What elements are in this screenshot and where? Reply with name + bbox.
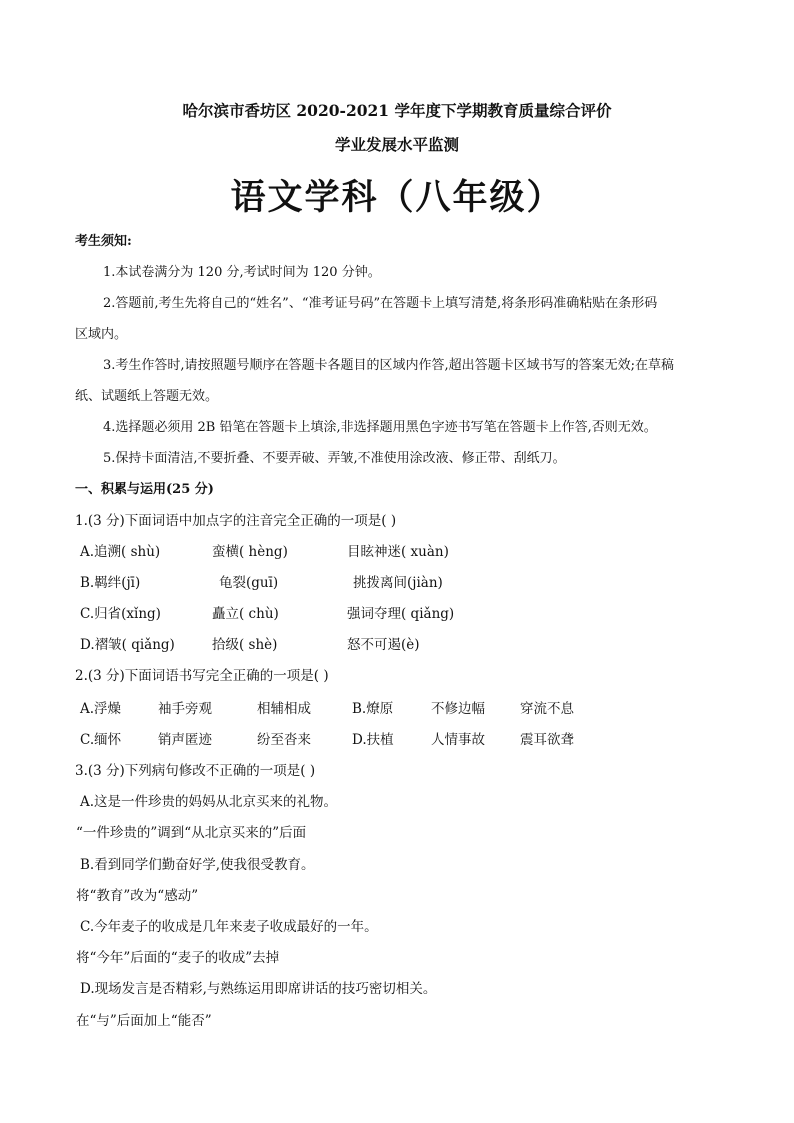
option-c-word3: 强词夺理( qiǎng) xyxy=(347,606,455,622)
option-d: D.褶皱( qiǎng) xyxy=(80,637,175,653)
notice-item: 纸、试题纸上答题无效。 xyxy=(75,389,219,404)
option-b-word2: 龟裂(guī) xyxy=(219,575,279,591)
option-c: C.今年麦子的收成是几年来麦子收成最好的一年。 xyxy=(80,919,378,935)
option-a: A.浮燥 xyxy=(80,701,122,717)
option-b: B.看到同学们勤奋好学,使我很受教育。 xyxy=(80,857,315,873)
notice-item: 区域内。 xyxy=(75,327,128,342)
section-heading: 一、积累与运用(25 分) xyxy=(75,482,214,497)
question-stem: 1.(3 分)下面词语中加点字的注音完全正确的一项是( ) xyxy=(75,513,397,529)
option-b-fix: 将“教育”改为“感动” xyxy=(76,888,199,904)
exam-header-line2: 学业发展水平监测 xyxy=(334,135,459,154)
option-d-fix: 在“与”后面加上“能否” xyxy=(76,1013,212,1029)
option-word: 人情事故 xyxy=(431,732,485,748)
option-c-fix: 将“今年”后面的“麦子的收成”去掉 xyxy=(76,950,280,966)
notice-item: 3.考生作答时,请按照题号顺序在答题卡各题目的区域内作答,超出答题卡区域书写的答案无效;在草稿 xyxy=(103,358,675,373)
option-a: A.追溯( shù) xyxy=(80,544,161,560)
option-a-fix: “一件珍贵的”调到“从北京买来的”后面 xyxy=(76,825,307,841)
option-c-word2: 矗立( chù) xyxy=(212,606,279,622)
option-word: 纷至沓来 xyxy=(257,732,311,748)
option-b: B.羁绊(jī) xyxy=(80,575,141,591)
notice-item: 4.选择题必须用 2B 铅笔在答题卡上填涂,非选择题用黑色字迹书写笔在答题卡上作答,否则无效。 xyxy=(103,420,657,435)
option-d-word2: 拾级( shè) xyxy=(212,637,278,653)
option-d-word3: 怒不可遏(è) xyxy=(347,637,420,653)
option-b-word3: 挑拨离间(jiàn) xyxy=(353,575,443,591)
page-title: 语文学科（八年级） xyxy=(230,177,564,218)
option-a-word2: 蛮横( hèng) xyxy=(212,544,288,560)
option-c: C.缅怀 xyxy=(80,732,122,748)
notice-heading: 考生须知: xyxy=(75,234,132,249)
option-word: 穿流不息 xyxy=(520,701,574,717)
option-b: B.燎原 xyxy=(352,701,394,717)
option-word: 相辅相成 xyxy=(257,701,311,717)
option-c: C.归省(xǐng) xyxy=(80,606,161,622)
option-word: 震耳欲聋 xyxy=(520,732,574,748)
option-word: 销声匿迹 xyxy=(158,732,212,748)
option-a-word3: 目眩神迷( xuàn) xyxy=(347,544,449,560)
notice-item: 1.本试卷满分为 120 分,考试时间为 120 分钟。 xyxy=(103,265,381,280)
option-a: A.这是一件珍贵的妈妈从北京买来的礼物。 xyxy=(80,794,338,810)
question-stem: 2.(3 分)下面词语书写完全正确的一项是( ) xyxy=(75,668,329,684)
option-d: D.扶植 xyxy=(352,732,394,748)
notice-item: 2.答题前,考生先将自己的“姓名”、“准考证号码”在答题卡上填写清楚,将条形码准确粘贴在条形码 xyxy=(103,296,658,311)
option-d: D.现场发言是否精彩,与熟练运用即席讲话的技巧密切相关。 xyxy=(80,981,437,997)
option-word: 袖手旁观 xyxy=(158,701,212,717)
notice-item: 5.保持卡面清洁,不要折叠、不要弄破、弄皱,不准使用涂改液、修正带、刮纸刀。 xyxy=(103,451,566,466)
exam-header-line1: 哈尔滨市香坊区 2020-2021 学年度下学期教育质量综合评价 xyxy=(182,101,612,120)
option-word: 不修边幅 xyxy=(431,701,485,717)
question-stem: 3.(3 分)下列病句修改不正确的一项是( ) xyxy=(75,763,316,779)
